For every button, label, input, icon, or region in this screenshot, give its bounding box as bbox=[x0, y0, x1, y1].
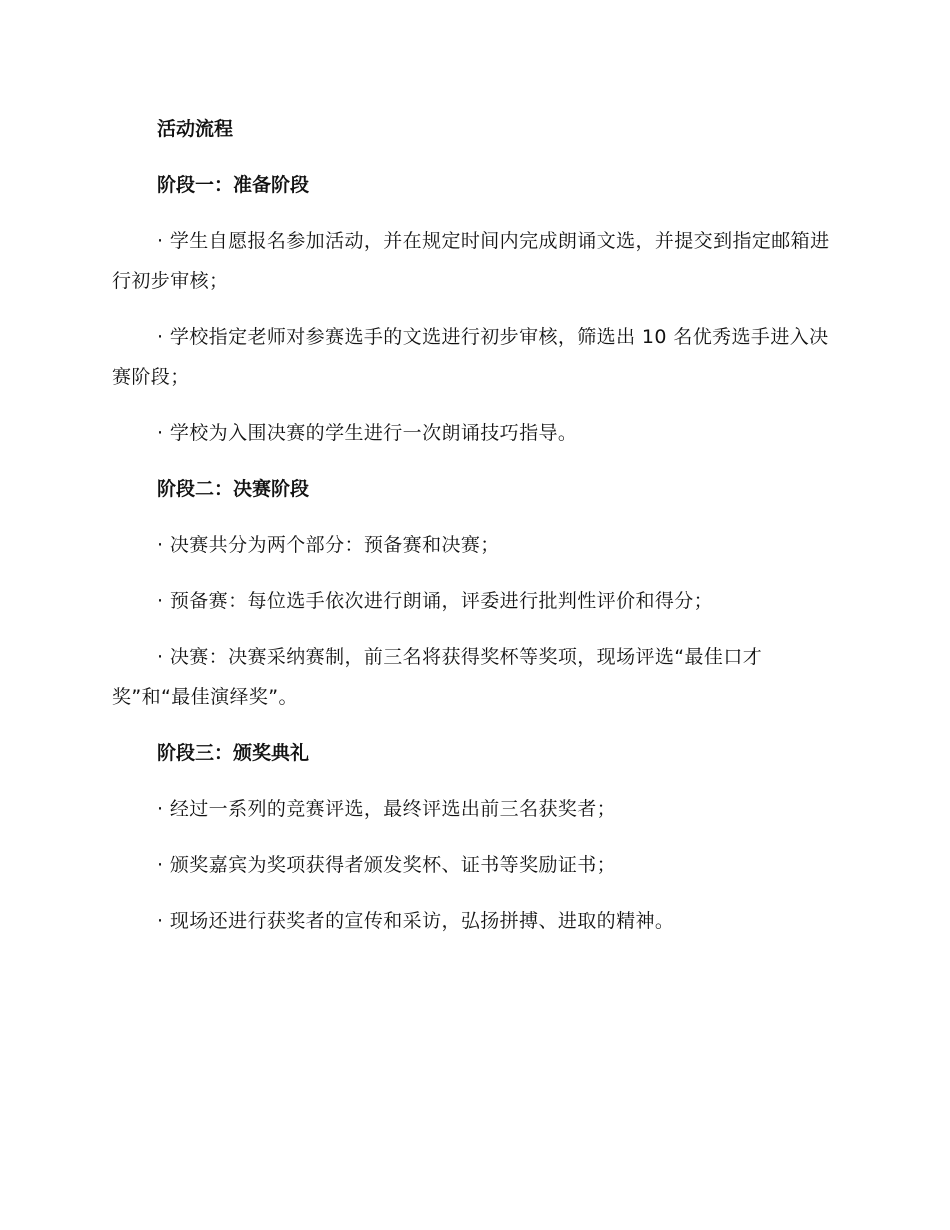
bullet-item: · 经过一系列的竞赛评选，最终评选出前三名获奖者； bbox=[157, 798, 617, 820]
bullet-item: · 学校指定老师对参赛选手的文选进行初步审核，筛选出 10 名优秀选手进入决赛阶段； bbox=[112, 326, 829, 388]
bullet-item: · 颁奖嘉宾为奖项获得者颁发奖杯、证书等奖励证书； bbox=[157, 854, 617, 876]
bullet-item: · 学生自愿报名参加活动，并在规定时间内完成朗诵文选，并提交到指定邮箱进行初步审核； bbox=[112, 230, 830, 292]
bullet-item: · 预备赛：每位选手依次进行朗诵，评委进行批判性评价和得分； bbox=[157, 590, 714, 612]
bullet-item: · 学校为入围决赛的学生进行一次朗诵技巧指导。 bbox=[157, 422, 578, 444]
bullet-item: · 决赛：决赛采纳赛制，前三名将获得奖杯等奖项，现场评选“最佳口才奖”和“最佳演绎奖”。 bbox=[112, 646, 763, 708]
section-heading-awards: 阶段三：颁奖典礼 bbox=[157, 742, 310, 764]
section-heading-final: 阶段二：决赛阶段 bbox=[157, 478, 310, 500]
bullet-item: · 现场还进行获奖者的宣传和采访，弘扬拼搏、进取的精神。 bbox=[157, 910, 675, 932]
document-page bbox=[112, 110, 832, 941]
document-title: 活动流程 bbox=[157, 118, 234, 140]
section-heading-preparation: 阶段一：准备阶段 bbox=[157, 174, 310, 196]
bullet-item: · 决赛共分为两个部分：预备赛和决赛； bbox=[157, 534, 500, 556]
